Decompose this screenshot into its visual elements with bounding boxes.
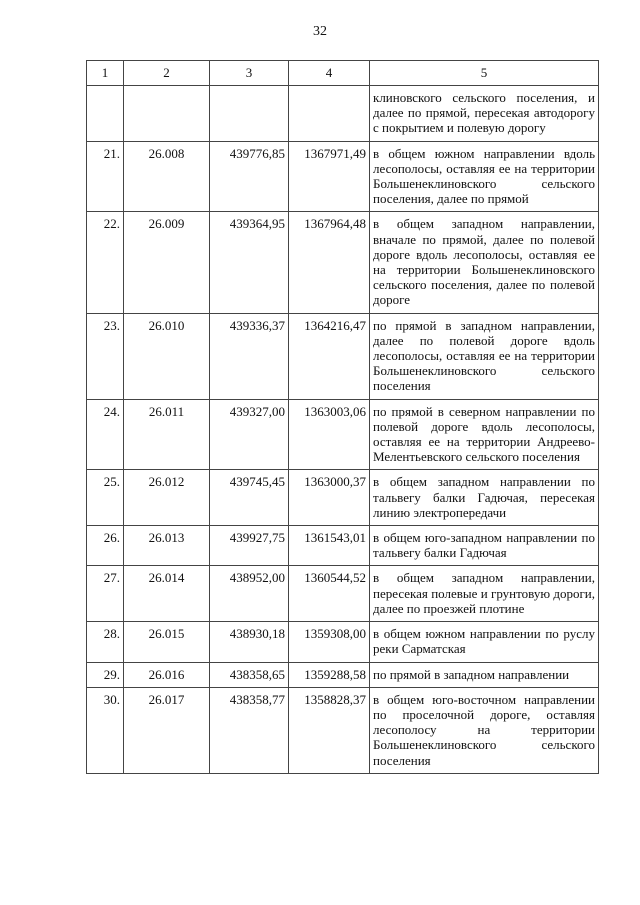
row-number: 23. xyxy=(87,313,124,399)
table-row xyxy=(87,141,599,212)
coordinate-x: 439364,95 xyxy=(210,212,289,313)
table-row xyxy=(87,662,599,687)
row-number: 24. xyxy=(87,399,124,470)
table-row xyxy=(87,526,599,566)
coordinate-x: 438358,77 xyxy=(210,687,289,773)
point-code: 26.013 xyxy=(124,526,210,566)
table-body xyxy=(87,86,599,774)
coordinate-y: 1359288,58 xyxy=(289,662,370,687)
coordinate-x: 438358,65 xyxy=(210,662,289,687)
boundary-description: по прямой в северном направлении по полевой дороге вдоль лесополосы, оставляя ее на территории Андреево-Мелентьевского сельского поселения xyxy=(370,399,599,470)
boundary-description: в общем западном направлении, пересекая полевые и грунтовую дороги, далее по проезжей плотине xyxy=(370,566,599,622)
coordinate-y: 1363003,06 xyxy=(289,399,370,470)
point-code: 26.016 xyxy=(124,662,210,687)
coordinate-x: 438930,18 xyxy=(210,622,289,662)
boundary-description: в общем южном направлении по руслу реки Сарматская xyxy=(370,622,599,662)
point-code: 26.015 xyxy=(124,622,210,662)
coordinate-y: 1367964,48 xyxy=(289,212,370,313)
row-number: 26. xyxy=(87,526,124,566)
coordinate-y: 1360544,52 xyxy=(289,566,370,622)
column-header-4: 4 xyxy=(289,61,370,86)
coordinate-x: 439745,45 xyxy=(210,470,289,526)
boundary-description: клиновского сельского поселения, и далее по прямой, пересекая автодорогу с покрытием и полевую дорогу xyxy=(370,86,599,142)
point-code: 26.009 xyxy=(124,212,210,313)
table-row xyxy=(87,212,599,313)
row-number: 21. xyxy=(87,141,124,212)
boundary-description: по прямой в западном направлении xyxy=(370,662,599,687)
coordinate-y: 1359308,00 xyxy=(289,622,370,662)
coordinate-y: 1358828,37 xyxy=(289,687,370,773)
row-number: 28. xyxy=(87,622,124,662)
table-row xyxy=(87,687,599,773)
row-number: 29. xyxy=(87,662,124,687)
point-code: 26.008 xyxy=(124,141,210,212)
row-number: 27. xyxy=(87,566,124,622)
coordinate-x: 439776,85 xyxy=(210,141,289,212)
coordinate-x: 439927,75 xyxy=(210,526,289,566)
coordinate-x: 439327,00 xyxy=(210,399,289,470)
row-number xyxy=(87,86,124,142)
table-row xyxy=(87,399,599,470)
column-header-3: 3 xyxy=(210,61,289,86)
point-code: 26.012 xyxy=(124,470,210,526)
boundary-description: в общем южном направлении вдоль лесополосы, оставляя ее на территории Большенеклиновского сельского поселения, далее по прямой xyxy=(370,141,599,212)
coordinate-y: 1361543,01 xyxy=(289,526,370,566)
coordinate-y: 1364216,47 xyxy=(289,313,370,399)
boundary-description: в общем западном направлении по тальвегу балки Гадючая, пересекая линию электропередачи xyxy=(370,470,599,526)
column-header-5: 5 xyxy=(370,61,599,86)
point-code xyxy=(124,86,210,142)
boundary-table xyxy=(86,60,599,774)
coordinate-x: 438952,00 xyxy=(210,566,289,622)
coordinate-y: 1367971,49 xyxy=(289,141,370,212)
row-number: 25. xyxy=(87,470,124,526)
table-row xyxy=(87,622,599,662)
boundary-description: в общем юго-восточном направлении по проселочной дороге, оставляя лесополосу на территории Большенеклиновского сельского поселения xyxy=(370,687,599,773)
row-number: 30. xyxy=(87,687,124,773)
row-number: 22. xyxy=(87,212,124,313)
column-header-1: 1 xyxy=(87,61,124,86)
point-code: 26.010 xyxy=(124,313,210,399)
boundary-description: в общем юго-западном направлении по тальвегу балки Гадючая xyxy=(370,526,599,566)
point-code: 26.014 xyxy=(124,566,210,622)
coordinate-x: 439336,37 xyxy=(210,313,289,399)
table-row xyxy=(87,86,599,142)
table-row xyxy=(87,566,599,622)
coordinate-y: 1363000,37 xyxy=(289,470,370,526)
boundary-description: в общем западном направлении, вначале по прямой, далее по полевой дороге вдоль лесополосы, оставляя ее на территории Большенеклиновского сельского поселения, далее по полевой дороге xyxy=(370,212,599,313)
column-header-2: 2 xyxy=(124,61,210,86)
header-row xyxy=(87,61,599,86)
boundary-description: по прямой в западном направлении, далее по полевой дороге вдоль лесополосы, оставляя ее на территории Большенеклиновского сельского поселения xyxy=(370,313,599,399)
point-code: 26.017 xyxy=(124,687,210,773)
coordinate-x xyxy=(210,86,289,142)
point-code: 26.011 xyxy=(124,399,210,470)
table-row xyxy=(87,470,599,526)
coordinate-y xyxy=(289,86,370,142)
page-number: 32 xyxy=(313,24,327,39)
table-row xyxy=(87,313,599,399)
